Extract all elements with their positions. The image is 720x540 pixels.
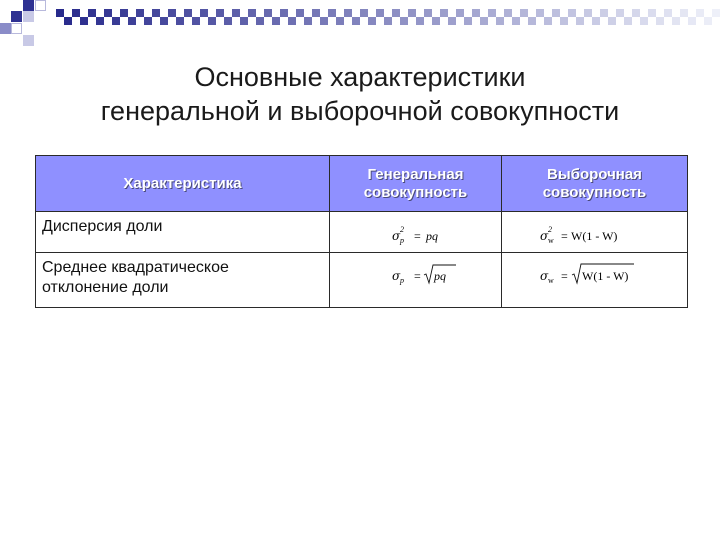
band-cell xyxy=(120,9,128,17)
band-cell xyxy=(72,9,80,17)
band-cell xyxy=(248,9,256,17)
band-cell xyxy=(312,9,320,17)
svg-text:σ: σ xyxy=(540,269,549,283)
band-cell xyxy=(704,17,712,25)
band-cell xyxy=(144,17,152,25)
band-cell xyxy=(352,17,360,25)
band-cell xyxy=(664,9,672,17)
svg-text:pq: pq xyxy=(426,229,438,243)
svg-text:σ: σ xyxy=(540,229,549,243)
row-label-std xyxy=(36,253,330,308)
band-cell xyxy=(696,9,704,17)
band-cell xyxy=(608,17,616,25)
band-cell xyxy=(336,17,344,25)
svg-text:p: p xyxy=(400,276,404,285)
title-line-1: Основные характеристики xyxy=(194,62,526,92)
header-general xyxy=(330,156,502,212)
band-cell xyxy=(616,9,624,17)
band-cell xyxy=(232,9,240,17)
page-title xyxy=(0,60,720,128)
band-cell xyxy=(288,17,296,25)
h-sample-line-2: совокупность xyxy=(542,183,647,201)
band-cell xyxy=(488,9,496,17)
band-cell xyxy=(512,17,520,25)
band-cell xyxy=(424,9,432,17)
table-row xyxy=(36,212,688,253)
band-cell xyxy=(296,9,304,17)
band-cell xyxy=(392,9,400,17)
band-cell xyxy=(80,17,88,25)
band-cell xyxy=(128,17,136,25)
band-cell xyxy=(592,17,600,25)
svg-text:w: w xyxy=(548,276,554,285)
formula-general-variance xyxy=(330,212,502,253)
svg-text:w: w xyxy=(548,236,554,245)
title-line-2: генеральной и выборочной совокупности xyxy=(100,96,620,126)
band-cell xyxy=(648,9,656,17)
row-label-std-line1: Среднее квадратическое xyxy=(42,259,229,276)
band-cell xyxy=(448,17,456,25)
formula-sample-std xyxy=(502,253,688,308)
band-cell xyxy=(536,9,544,17)
decorative-squares-icon xyxy=(0,0,60,48)
row-label-variance: Дисперсия доли xyxy=(36,212,330,253)
band-cell xyxy=(544,17,552,25)
formula-sample-variance xyxy=(502,212,688,253)
band-cell xyxy=(376,9,384,17)
svg-text:σ: σ xyxy=(392,269,401,283)
band-cell xyxy=(528,17,536,25)
band-cell xyxy=(320,17,328,25)
svg-text:2: 2 xyxy=(400,225,404,234)
band-cell xyxy=(552,9,560,17)
band-cell xyxy=(176,17,184,25)
band-cell xyxy=(272,17,280,25)
band-cell xyxy=(432,17,440,25)
band-cell xyxy=(384,17,392,25)
band-cell xyxy=(688,17,696,25)
band-cell xyxy=(400,17,408,25)
header-sample xyxy=(502,156,688,212)
svg-text:=: = xyxy=(561,229,568,243)
svg-text:=: = xyxy=(414,269,421,283)
band-cell xyxy=(632,9,640,17)
table-row xyxy=(36,253,688,308)
band-cell xyxy=(192,17,200,25)
band-cell xyxy=(184,9,192,17)
header-characteristic: Характеристика xyxy=(36,156,330,212)
band-cell xyxy=(264,9,272,17)
band-cell xyxy=(480,17,488,25)
band-cell xyxy=(224,17,232,25)
band-cell xyxy=(464,17,472,25)
band-cell xyxy=(104,9,112,17)
band-cell xyxy=(368,17,376,25)
band-cell xyxy=(208,17,216,25)
svg-text:=: = xyxy=(414,229,421,243)
svg-text:pq: pq xyxy=(434,269,446,283)
band-cell xyxy=(56,9,64,17)
band-cell xyxy=(584,9,592,17)
h-general-line-2: совокупность xyxy=(363,183,468,201)
band-cell xyxy=(168,9,176,17)
svg-text:2: 2 xyxy=(548,225,552,234)
svg-text:=: = xyxy=(561,269,568,283)
h-sample-line-1: Выборочная xyxy=(547,165,642,183)
row-label-std-line2: отклонение доли xyxy=(42,279,169,296)
band-cell xyxy=(64,17,72,25)
band-cell xyxy=(160,17,168,25)
band-cell xyxy=(568,9,576,17)
characteristics-table xyxy=(35,155,688,308)
band-cell xyxy=(240,17,248,25)
band-cell xyxy=(152,9,160,17)
band-cell xyxy=(136,9,144,17)
band-cell xyxy=(200,9,208,17)
h-general-line-1: Генеральная xyxy=(367,165,464,183)
band-cell xyxy=(656,17,664,25)
formula-general-std xyxy=(330,253,502,308)
band-cell xyxy=(640,17,648,25)
band-cell xyxy=(472,9,480,17)
band-cell xyxy=(96,17,104,25)
band-cell xyxy=(672,17,680,25)
band-cell xyxy=(712,9,720,17)
band-cell xyxy=(216,9,224,17)
svg-text:p: p xyxy=(400,236,404,245)
band-cell xyxy=(280,9,288,17)
band-cell xyxy=(112,17,120,25)
band-cell xyxy=(328,9,336,17)
band-cell xyxy=(408,9,416,17)
svg-text:W(1 - W): W(1 - W) xyxy=(571,229,618,243)
band-cell xyxy=(560,17,568,25)
band-cell xyxy=(344,9,352,17)
band-cell xyxy=(360,9,368,17)
band-cell xyxy=(680,9,688,17)
band-cell xyxy=(600,9,608,17)
table-header-row xyxy=(36,156,688,212)
band-cell xyxy=(456,9,464,17)
band-cell xyxy=(88,9,96,17)
checkered-band-icon xyxy=(56,9,720,25)
svg-text:W(1 - W): W(1 - W) xyxy=(582,269,629,283)
band-cell xyxy=(504,9,512,17)
band-cell xyxy=(440,9,448,17)
band-cell xyxy=(256,17,264,25)
band-cell xyxy=(576,17,584,25)
band-cell xyxy=(624,17,632,25)
band-cell xyxy=(416,17,424,25)
svg-text:σ: σ xyxy=(392,229,401,243)
band-cell xyxy=(304,17,312,25)
band-cell xyxy=(496,17,504,25)
band-cell xyxy=(520,9,528,17)
